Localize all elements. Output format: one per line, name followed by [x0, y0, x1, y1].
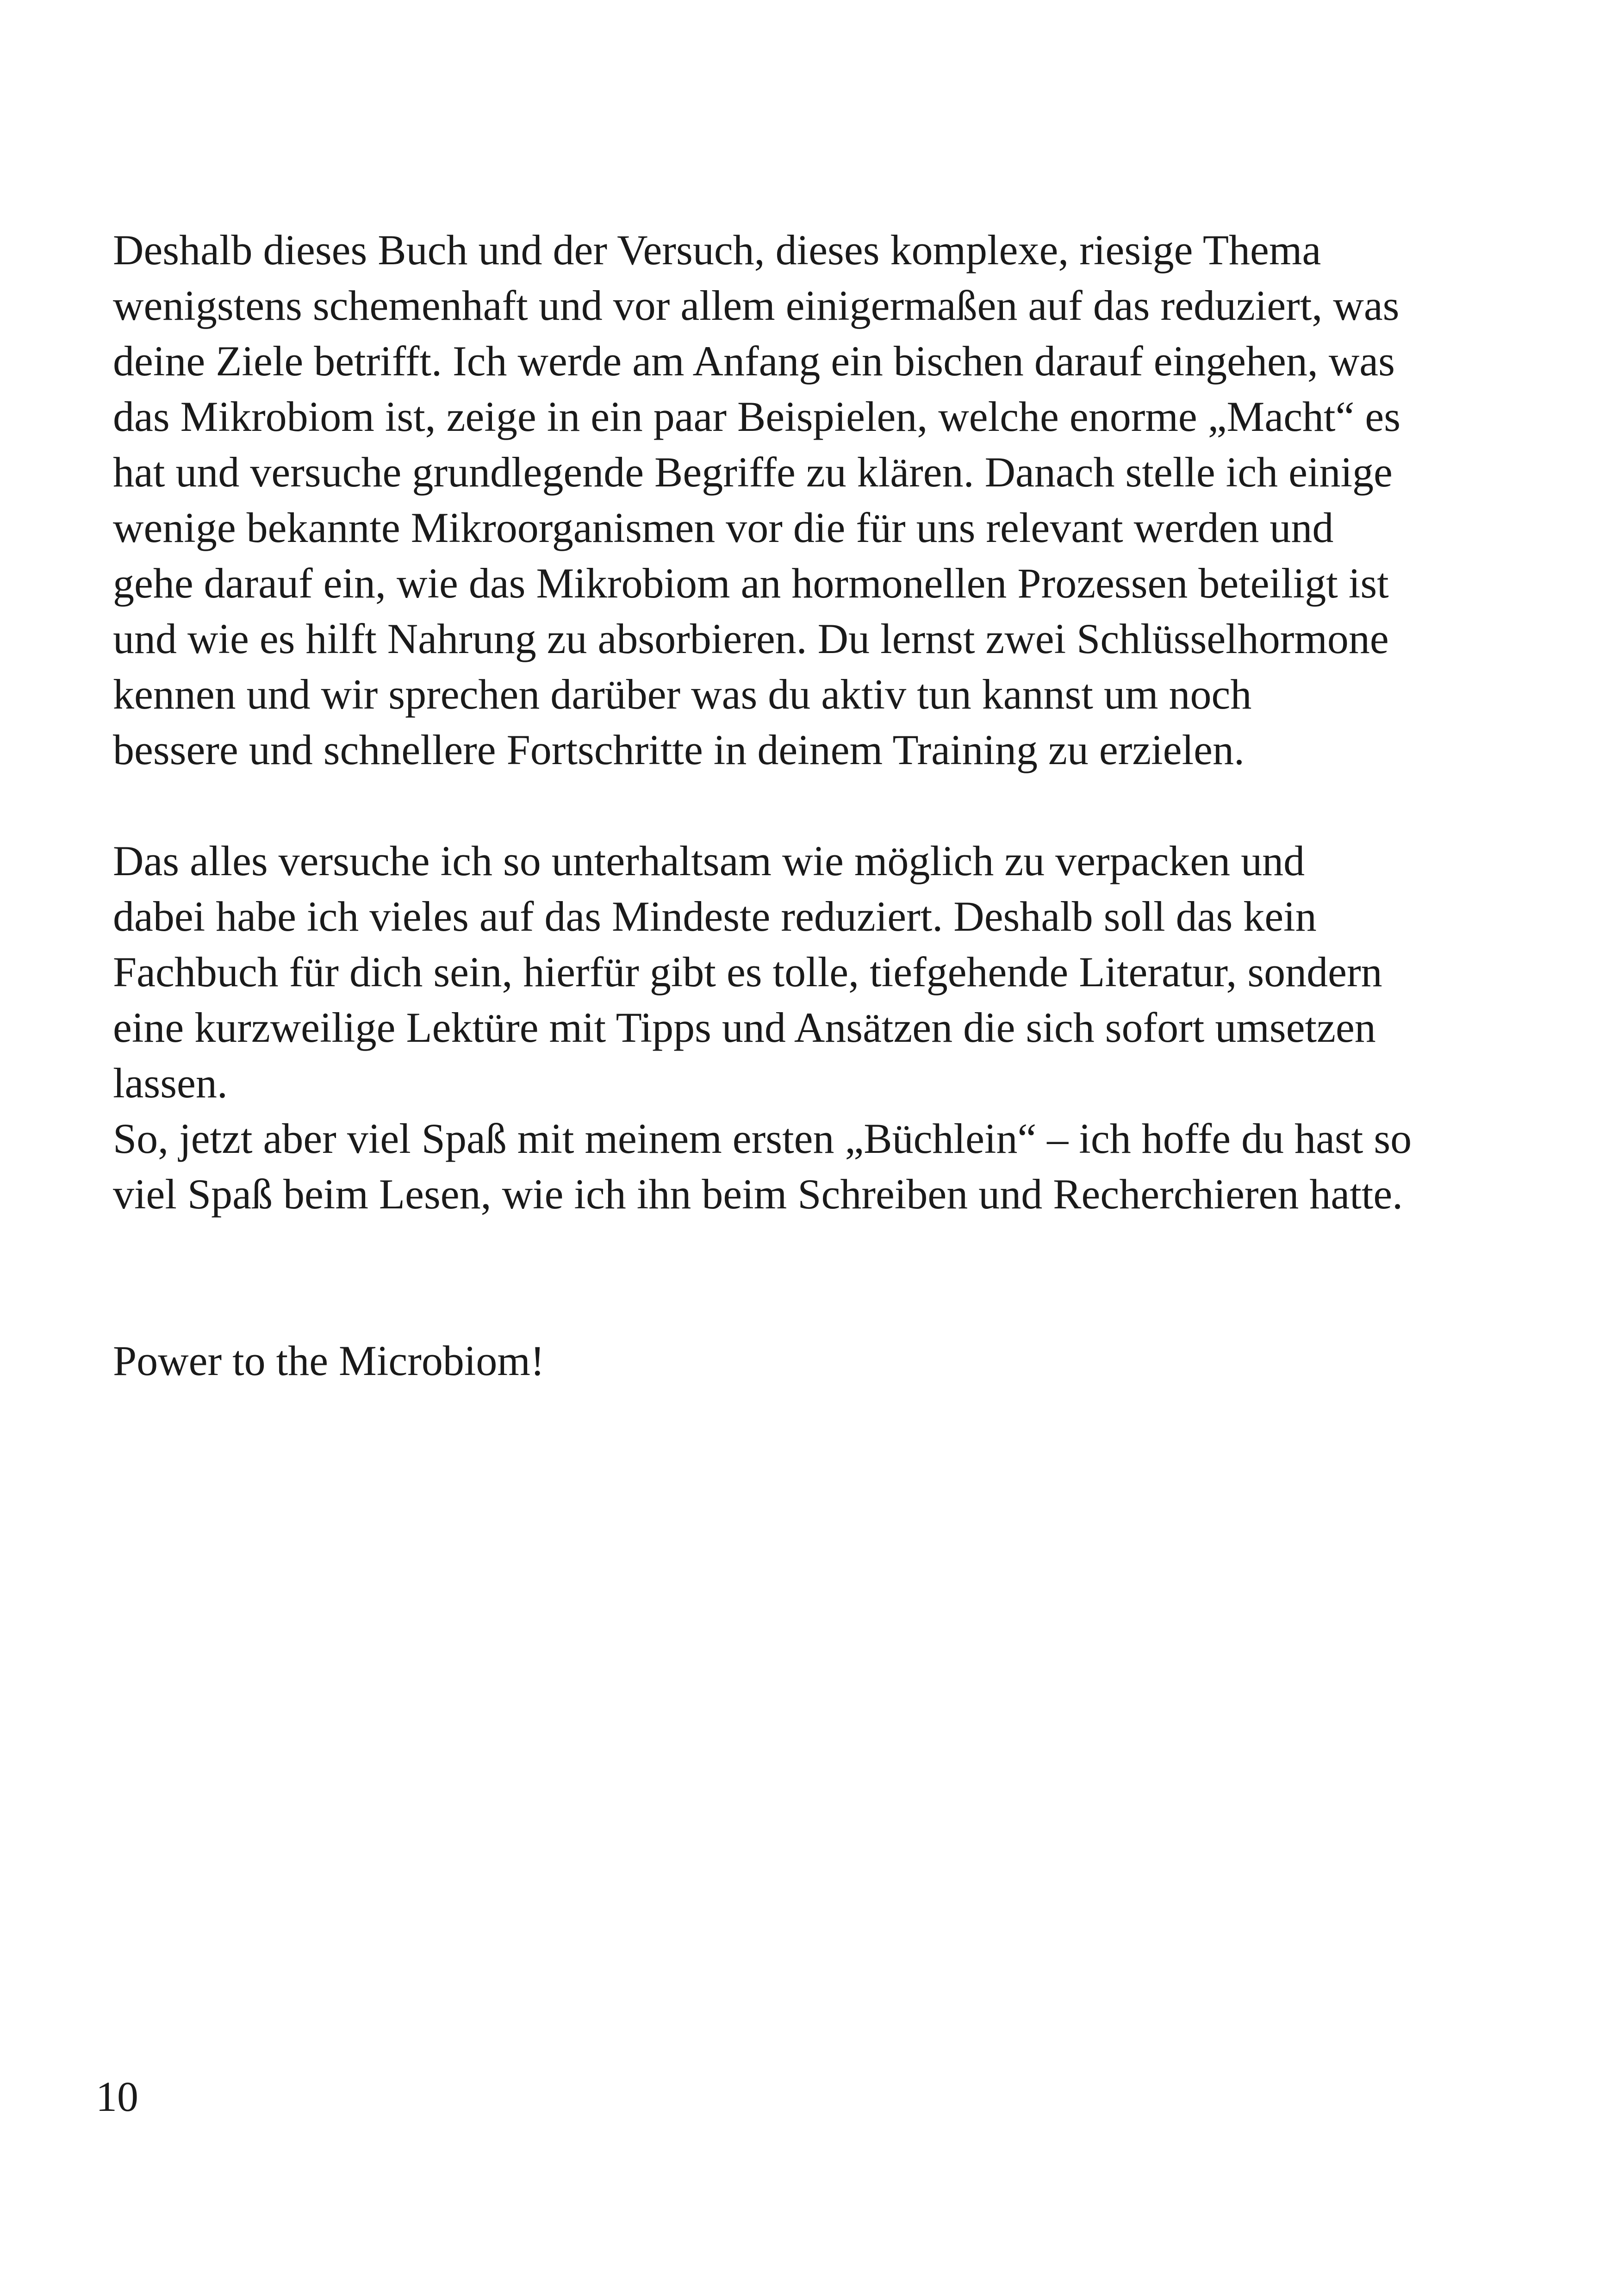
text-line: hat und versuche grundlegende Begriffe zu klären. Danach stelle ich einige — [113, 448, 1393, 496]
text-line: kennen und wir sprechen darüber was du aktiv tun kannst um noch — [113, 671, 1252, 718]
text-line: Deshalb dieses Buch und der Versuch, dieses komplexe, riesige Thema — [113, 226, 1321, 274]
text-line: wenige bekannte Mikroorganismen vor die für uns relevant werden und — [113, 504, 1334, 551]
text-line: Das alles versuche ich so unterhaltsam wie möglich zu verpacken und — [113, 837, 1305, 884]
paragraph-2 — [113, 833, 1538, 1222]
closing-line: Power to the Microbiom! — [113, 1337, 545, 1384]
text-line: wenigstens schemenhaft und vor allem einigermaßen auf das reduziert, was — [113, 282, 1400, 329]
text-line: und wie es hilft Nahrung zu absorbieren. Du lernst zwei Schlüsselhormone — [113, 615, 1389, 662]
text-line: eine kurzweilige Lektüre mit Tipps und Ansätzen die sich sofort umsetzen — [113, 1004, 1376, 1051]
text-line: Fachbuch für dich sein, hierfür gibt es tolle, tiefgehende Literatur, sondern — [113, 948, 1382, 996]
text-line: bessere und schnellere Fortschritte in deinem Training zu erzielen. — [113, 726, 1245, 773]
body-text — [113, 222, 1538, 1388]
paragraph-1 — [113, 222, 1538, 778]
paragraph-spacer — [113, 778, 1538, 833]
text-line: viel Spaß beim Lesen, wie ich ihn beim Schreiben und Recherchieren hatte. — [113, 1170, 1403, 1218]
text-line: lassen. — [113, 1059, 228, 1107]
text-line: dabei habe ich vieles auf das Mindeste reduziert. Deshalb soll das kein — [113, 893, 1317, 940]
paragraph-spacer — [113, 1222, 1538, 1333]
text-line: So, jetzt aber viel Spaß mit meinem ersten „Büchlein“ – ich hoffe du hast so — [113, 1115, 1412, 1162]
text-line: gehe darauf ein, wie das Mikrobiom an hormonellen Prozessen beteiligt ist — [113, 560, 1389, 607]
page-number: 10 — [96, 2073, 138, 2120]
text-line: deine Ziele betrifft. Ich werde am Anfang ein bischen darauf eingehen, was — [113, 337, 1395, 385]
text-line: das Mikrobiom ist, zeige in ein paar Beispielen, welche enorme „Macht“ es — [113, 393, 1401, 440]
